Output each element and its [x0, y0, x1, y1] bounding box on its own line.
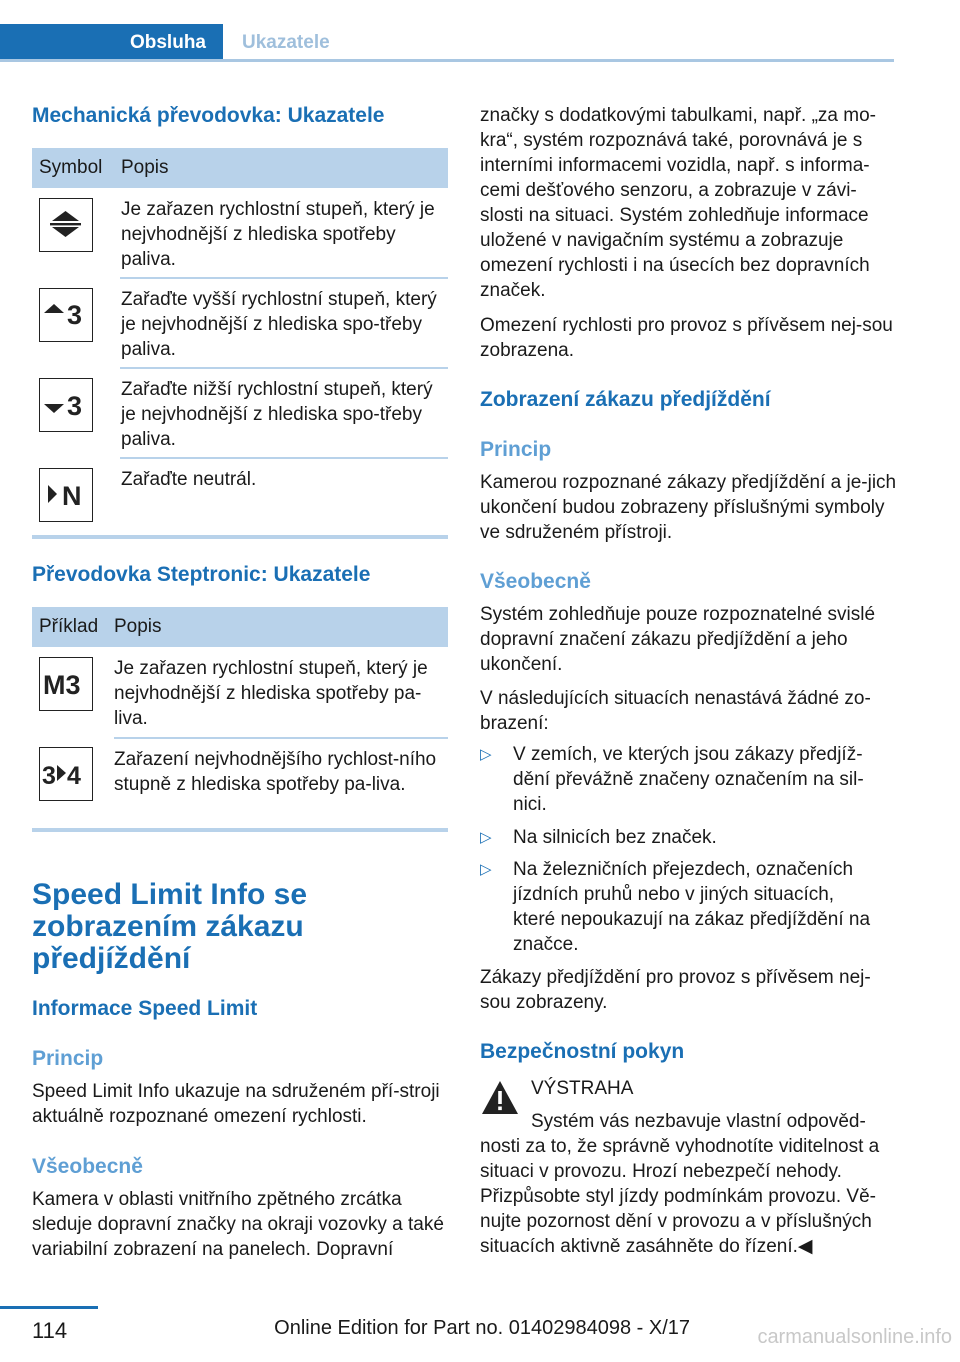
info-heading: Informace Speed Limit [32, 997, 258, 1020]
triangle-bullet-icon: ▷ [480, 861, 492, 878]
princip-heading: Princip [32, 1047, 104, 1070]
overtake-obecne-heading: Všeobecně [480, 570, 591, 593]
obecne-text: Kamera v oblasti vnitřního zpětného zrcátka sleduje dopravní značky na okraji vozovky a také variabilní zobrazení na panelech. Dopravní [32, 1189, 444, 1260]
manual-table-header [32, 148, 448, 188]
svg-text:4: 4 [67, 762, 81, 790]
trailer-limit-text: Omezení rychlosti pro provoz s přívěsem nej-sou zobrazena. [480, 315, 893, 361]
warning-text: nosti za to, že správně vyhodnotíte viditelnost a situaci v provozu. Hrozí nebezpečí nehody. Přizpůsobte styl jízdy podmínkám provozu. Vě-nujte pozornost dění v provozu a v příslušných situacích aktivně zasáhněte do řízení.◀ [480, 1136, 880, 1257]
warning-label: VÝSTRAHA [531, 1078, 634, 1099]
table-row [32, 746, 448, 828]
table-row [32, 655, 448, 737]
watermark: carmanualsonline.info [757, 1326, 952, 1348]
svg-text:3: 3 [67, 391, 83, 421]
row-description: Zařaďte nižší rychlostní stupeň, který je nejvhodnější z hlediska spo-třeby paliva. [121, 379, 433, 450]
tab-ukazatele[interactable]: Ukazatele [242, 32, 330, 53]
m3-icon [39, 657, 93, 711]
triangle-bullet-icon: ▷ [480, 746, 492, 763]
row-divider [120, 457, 448, 459]
col-symbol-header: Symbol [39, 157, 103, 178]
svg-text:3: 3 [42, 762, 56, 790]
svg-text:3: 3 [67, 300, 83, 330]
warning-triangle-icon [480, 1078, 520, 1118]
row-description: Zařaďte neutrál. [121, 469, 257, 490]
table-end-bar [32, 828, 448, 832]
shift-down-3-icon [39, 378, 93, 432]
header-divider [0, 59, 894, 62]
table-end-bar [32, 535, 448, 539]
row-divider [114, 737, 448, 739]
page-number: 114 [32, 1318, 68, 1343]
princip-text: Speed Limit Info ukazuje na sdruženém pří-stroji aktuálně rozpoznané omezení rychlosti. [32, 1081, 440, 1127]
row-description: Zařazení nejvhodnějšího rychlost-ního stupně z hlediska spotřeby pa-liva. [114, 749, 437, 795]
gear-3-to-4-icon [39, 747, 93, 801]
steptronic-title: Převodovka Steptronic: Ukazatele [32, 563, 371, 586]
svg-text:N: N [62, 481, 82, 511]
row-divider [120, 277, 448, 279]
manual-gearbox-title: Mechanická převodovka: Ukazatele [32, 104, 385, 127]
col-popis-header: Popis [114, 616, 162, 637]
table-row [32, 376, 448, 458]
obecne-heading: Všeobecně [32, 1155, 143, 1178]
triangle-bullet-icon: ▷ [480, 829, 492, 846]
steptronic-table-header [32, 607, 448, 647]
continued-text: značky s dodatkovými tabulkami, např. „za mo-kra“, systém rozpoznává také, porovnává je s interními informacemi vozidla, např. s informa-cemi dešťového senzoru, a zobrazuje v závi-slosti na situaci. Systém zohledňuje informace uložené v navigačním systému a zobrazuje omezení rychlosti i na úsecích bez dopravních značek. [480, 105, 876, 301]
row-description: Je zařazen rychlostní stupeň, který je nejvhodnější z hlediska spotřeby paliva. [121, 199, 435, 270]
warning-first-line: Systém vás nezbavuje vlastní odpověd- [531, 1111, 866, 1132]
col-priklad-header: Příklad [39, 616, 99, 637]
gear-optimal-icon [39, 198, 93, 252]
overtake-princip-text: Kamerou rozpoznané zákazy předjíždění a je-jich ukončení budou zobrazeny příslušnými symboly ve sdruženém přístroji. [480, 472, 897, 543]
shift-up-3-icon [39, 288, 93, 342]
table-row [32, 196, 448, 278]
overtake-heading: Zobrazení zákazu předjíždění [480, 388, 771, 411]
tab-obsluha[interactable]: Obsluha [0, 24, 223, 62]
table-row [32, 466, 448, 532]
speed-limit-title: Speed Limit Info se zobrazením zákazu předjíždění [32, 878, 308, 975]
overtake-princip-heading: Princip [480, 438, 552, 461]
overtake-obecne-text: Systém zohledňuje pouze rozpoznatelné svislé dopravní značení zákazu předjíždění a jeho ukončení. [480, 604, 876, 675]
situations-text: V následujících situacích nenastává žádné zo-brazení: [480, 688, 871, 734]
shift-neutral-icon [39, 468, 93, 522]
row-description: Zařaďte vyšší rychlostní stupeň, který je nejvhodnější z hlediska spo-třeby paliva. [121, 289, 437, 360]
row-description: Je zařazen rychlostní stupeň, který je nejvhodnější z hlediska spotřeby pa-liva. [114, 658, 428, 729]
row-divider [120, 367, 448, 369]
svg-text:M3: M3 [43, 670, 81, 700]
footer-line [0, 1306, 98, 1309]
safety-heading: Bezpečnostní pokyn [480, 1040, 685, 1063]
col-popis-header: Popis [121, 157, 169, 178]
header-tabs [0, 24, 894, 62]
table-row [32, 286, 448, 368]
edition-text: Online Edition for Part no. 01402984098 - X/17 [274, 1317, 690, 1339]
trailer-overtake-text: Zákazy předjíždění pro provoz s přívěsem nej-sou zobrazeny. [480, 967, 871, 1013]
